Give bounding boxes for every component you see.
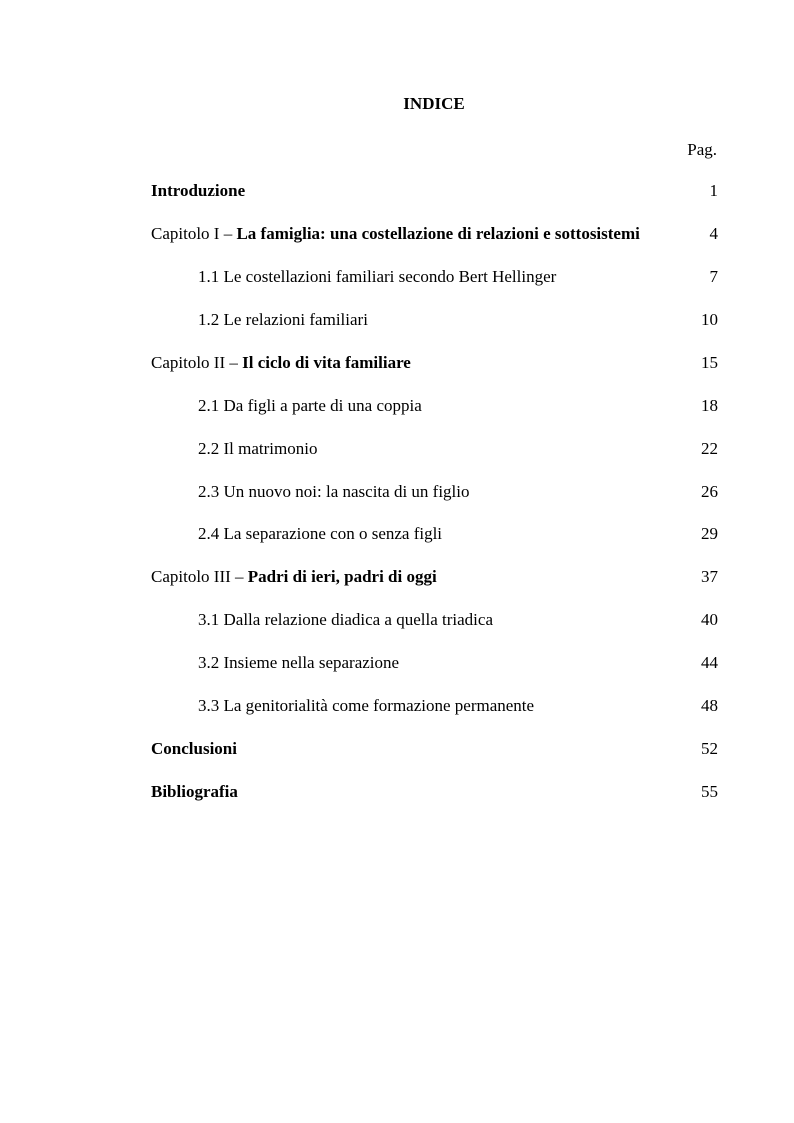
toc-entry-page: 29 — [701, 524, 718, 543]
toc-entry-label: 2.1 Da figli a parte di una coppia — [198, 396, 422, 415]
toc-entry-label — [151, 224, 640, 244]
toc-entry-label: Bibliografia — [151, 782, 238, 801]
toc-entry-page: 40 — [701, 610, 718, 629]
toc-entry-page: 10 — [701, 310, 718, 329]
toc-entry-page: 22 — [701, 439, 718, 458]
toc-entry-label — [151, 567, 437, 587]
toc-entry-section-2-2[interactable] — [198, 439, 718, 461]
toc-entry-section-3-3[interactable] — [198, 696, 718, 718]
chapter-title: Padri di ieri, padri di oggi — [247, 567, 437, 586]
toc-entry-page: 15 — [701, 353, 718, 372]
chapter-title: La famiglia: una costellazione di relazioni e sottosistemi — [236, 224, 640, 243]
toc-entry-label: 2.2 Il matrimonio — [198, 439, 318, 458]
page-title: INDICE — [403, 94, 465, 113]
toc-entry-page: 37 — [701, 567, 718, 586]
toc-entry-section-2-4[interactable] — [198, 524, 718, 546]
toc-entry-label: 3.2 Insieme nella separazione — [198, 653, 400, 672]
toc-entry-section-1-1[interactable] — [198, 267, 718, 289]
toc-entry-section-3-2[interactable] — [198, 653, 718, 675]
toc-entry-page: 44 — [701, 653, 718, 672]
toc-entry-page: 1 — [709, 181, 718, 200]
chapter-prefix: Capitolo II – — [151, 353, 243, 372]
toc-entry-page: 26 — [701, 482, 718, 501]
toc-entry-section-3-1[interactable] — [198, 610, 718, 632]
toc-entry-label: 1.2 Le relazioni familiari — [198, 310, 368, 329]
toc-entry-bibliografia[interactable] — [151, 782, 718, 804]
toc-entry-label: 2.4 La separazione con o senza figli — [198, 524, 443, 543]
toc-entry-label: 2.3 Un nuovo noi: la nascita di un figlio — [198, 482, 470, 501]
toc-entry-section-2-3[interactable] — [198, 482, 718, 504]
toc-entry-label: Conclusioni — [151, 739, 237, 758]
toc-entry-chapter-3[interactable] — [151, 567, 718, 589]
toc-entry-chapter-2[interactable] — [151, 353, 718, 375]
toc-entry-label: 3.1 Dalla relazione diadica a quella triadica — [198, 610, 493, 629]
chapter-title: Il ciclo di vita familiare — [242, 353, 411, 372]
toc-entry-page: 55 — [701, 782, 718, 801]
toc-entry-label: 3.3 La genitorialità come formazione permanente — [198, 696, 535, 715]
toc-entry-page: 7 — [709, 267, 718, 286]
toc-entry-section-1-2[interactable] — [198, 310, 718, 332]
toc-entry-label — [151, 353, 411, 373]
chapter-prefix: Capitolo III – — [151, 567, 248, 586]
toc-entry-conclusioni[interactable] — [151, 739, 718, 761]
chapter-prefix: Capitolo I – — [151, 224, 237, 243]
toc-entry-chapter-1[interactable] — [151, 224, 718, 246]
toc-entry-page: 48 — [701, 696, 718, 715]
toc-entry-label: Introduzione — [151, 181, 246, 200]
toc-entry-section-2-1[interactable] — [198, 396, 718, 418]
toc-entry-page: 18 — [701, 396, 718, 415]
toc-entry-page: 4 — [709, 224, 718, 243]
toc-entry-introduzione[interactable] — [151, 181, 718, 203]
toc-entry-page: 52 — [701, 739, 718, 758]
page-column-label: Pag. — [687, 140, 717, 159]
toc-entry-label: 1.1 Le costellazioni familiari secondo Bert Hellinger — [198, 267, 557, 286]
